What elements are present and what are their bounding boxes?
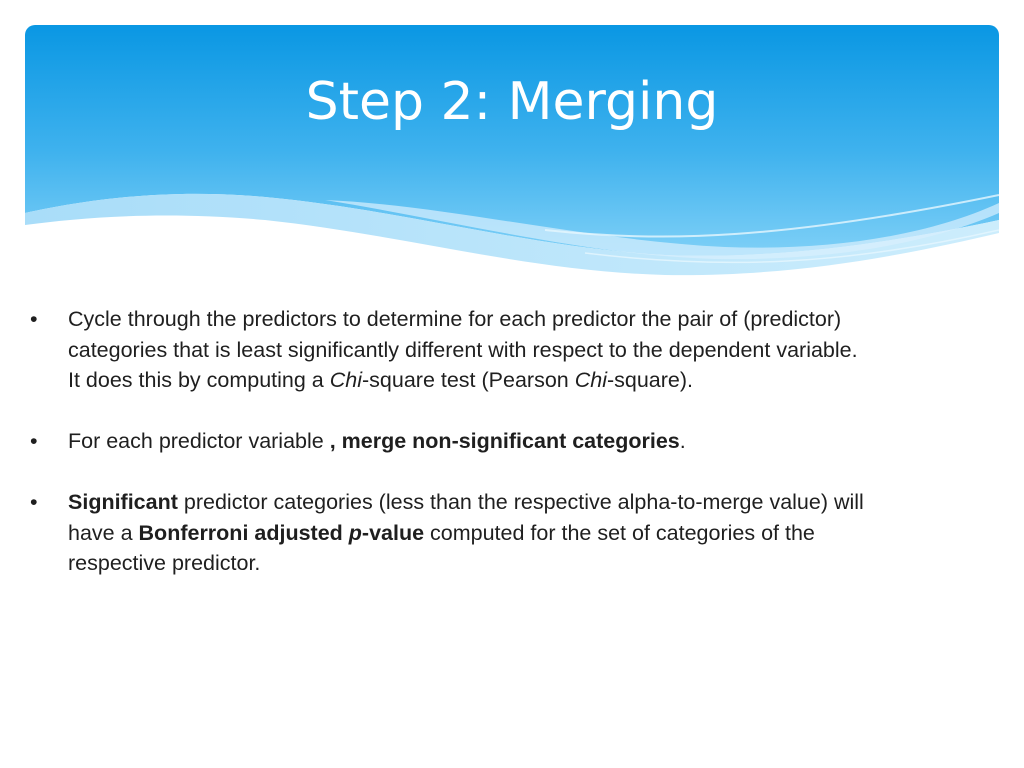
bold-text: Significant: [68, 490, 178, 514]
text-run: computed for the set of categories of the: [424, 520, 815, 545]
text-run: -square test (Pearson: [362, 368, 575, 392]
text-run: predictor categories (less than the respective alpha-to-merge value) will: [177, 490, 864, 514]
bullet-list: [30, 304, 990, 609]
text-run: It does this by computing a: [68, 368, 330, 392]
text-run: -square).: [606, 368, 694, 392]
bold-text: , merge non-significant categories: [329, 429, 680, 453]
bullet-line: respective predictor.: [68, 551, 261, 575]
text-run: have a: [68, 520, 139, 545]
bold-text: -value: [361, 520, 425, 545]
italic-text: Chi: [574, 368, 607, 392]
bullet-line: [68, 426, 990, 457]
bullet-marker: •: [30, 429, 38, 453]
bullet-line: Cycle through the predictors to determine for each predictor the pair of (predictor): [68, 307, 842, 331]
italic-text: Chi: [329, 368, 362, 392]
bullet-marker: •: [30, 307, 38, 331]
text-run: For each predictor variable: [68, 429, 330, 453]
bullet-item: [30, 426, 990, 457]
bullet-line: [68, 487, 990, 518]
bold-italic-text: p: [348, 520, 362, 545]
bullet-item: [30, 304, 990, 396]
header-band: [25, 25, 999, 290]
bullet-line: [68, 518, 990, 549]
bold-text: Bonferroni adjusted: [138, 520, 349, 545]
bullet-item: [30, 487, 990, 579]
slide-title: Step 2: Merging: [305, 72, 719, 132]
bullet-line: [68, 365, 990, 396]
header-wave-graphic: [25, 25, 999, 290]
bullet-line: categories that is least significantly different with respect to the dependent variable.: [68, 337, 858, 362]
text-run: .: [679, 429, 686, 453]
bullet-marker: •: [30, 490, 38, 514]
